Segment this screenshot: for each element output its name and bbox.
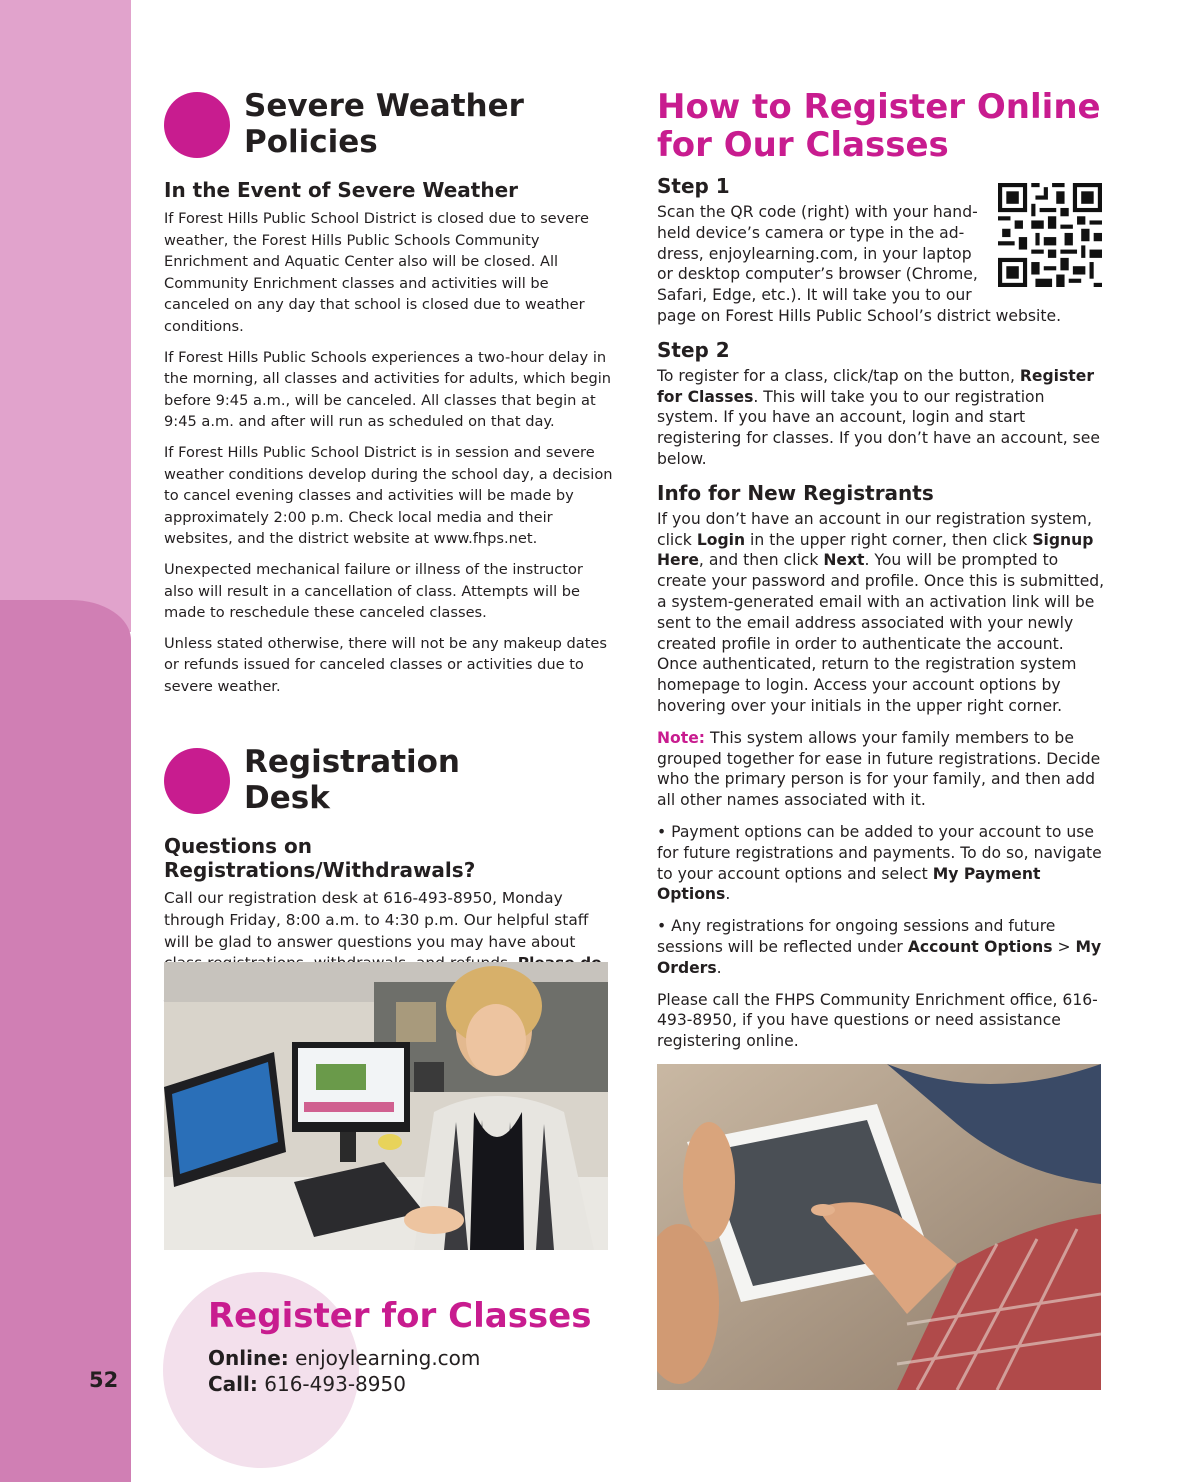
section-dot-icon: [164, 92, 230, 158]
registration-desk-photo: [164, 962, 608, 1250]
qr-code-icon[interactable]: [998, 183, 1102, 287]
side-band-light: [0, 0, 131, 632]
new-registrants-heading: Info for New Registrants: [657, 480, 934, 505]
tablet-photo: [657, 1064, 1101, 1390]
new-registrants-text: If you don’t have an account in our registration system, click Login in the upper right corner, then click Signup Here, and then click Next. You will be prompted to create your password and profile. Once this is submitted, a system-generated email with an activation link will be sent to the email address associated with your newly created profile in order to authenticate the account. Once authenticated, return to the registration system homepage to login. Access your account options by hovering over your initials in the upper right corner.: [657, 509, 1105, 715]
register-call: Call: 616-493-8950: [208, 1372, 406, 1396]
register-title: Register for Classes: [208, 1296, 592, 1336]
my-orders-text: • Any registrations for ongoing sessions and future sessions will be reflected under Account Options > My Orders.: [657, 917, 1102, 977]
left-column: [164, 88, 614, 1027]
registration-desk-subheading: Questions on Registrations/Withdrawals?: [164, 834, 476, 883]
online-title: How to Register Online for Our Classes: [657, 87, 1101, 165]
section-dot-icon: [164, 748, 230, 814]
severe-weather-paragraph: Unexpected mechanical failure or illness of the instructor also will result in a cancellation of class. Attempts will be made to reschedule these canceled classes.: [164, 560, 583, 622]
registration-desk-title: Registration Desk: [244, 744, 461, 817]
side-band-dark: [0, 600, 131, 1482]
severe-weather-paragraph: If Forest Hills Public Schools experiences a two-hour delay in the morning, all classes and activities for adults, which begin before 9:45 a.m., will be canceled. All classes that begin at 9:45 a.m. and after will run as scheduled on that day.: [164, 348, 612, 431]
registration-desk-text: Call our registration desk at 616-493-8950, Monday through Friday, 8:00 a.m. to 4:30 p.m. Our helpful staff will be glad to answer questions you may have about: [164, 889, 589, 951]
closing-text: Please call the FHPS Community Enrichment office, 616-493-8950, if you have questions or need assistance registering online.: [657, 990, 1098, 1051]
step2-heading: Step 2: [657, 337, 730, 362]
register-online[interactable]: Online: enjoylearning.com: [208, 1346, 481, 1370]
severe-weather-header: [164, 88, 614, 164]
severe-weather-paragraph: Unless stated otherwise, there will not be any makeup dates or refunds issued for canceled classes or activities due to severe weather.: [164, 634, 608, 695]
register-online-url[interactable]: enjoylearning.com: [295, 1346, 481, 1370]
note-text: Note: This system allows your family members to be grouped together for ease in future registrations. Decide who the primary person is for your family, and then add all other names associated with it.: [657, 728, 1101, 810]
right-column: [657, 88, 1107, 1063]
severe-weather-subheading: In the Event of Severe Weather: [164, 178, 518, 202]
register-phone: 616-493-8950: [264, 1372, 406, 1396]
severe-weather-paragraph: If Forest Hills Public School District is closed due to severe weather, the Forest Hills Public Schools Community Enrichment and Aquatic Center also will be closed. All Community Enrichment classes and activities will be canceled on any day that school is closed due to weather conditions.: [164, 210, 589, 335]
step1-text: Scan the QR code (right) with your hand- held device’s camera or type in the ad- dress, enjoylearning.com, in your laptop or desktop computer’s browser (Chrome, Safari, Edge, etc.). It will take you to our page on Forest Hills Public School’s district website.: [657, 203, 1062, 325]
registration-desk-header: [164, 744, 614, 820]
severe-weather-paragraph: If Forest Hills Public School District is in session and severe weather conditions develop during the school day, a decision to cancel evening classes and activities will be made by approximately 2:00 p.m. Check local media and their websites, and the district website at www.fhps.net.: [164, 443, 613, 548]
step2-text: To register for a class, click/tap on the button, Register for Classes. This will take you to our registration system. If you have an account, login and start registering for classes. If you don’t have an account, see below.: [657, 366, 1100, 468]
page-number: 52: [89, 1368, 119, 1392]
step1-heading: Step 1: [657, 174, 730, 198]
payment-options-text: • Payment options can be added to your account to use for future registrations and payments. To do so, navigate to your account options and select My Payment Options.: [657, 822, 1102, 904]
severe-weather-title: Severe Weather Policies: [244, 88, 524, 160]
